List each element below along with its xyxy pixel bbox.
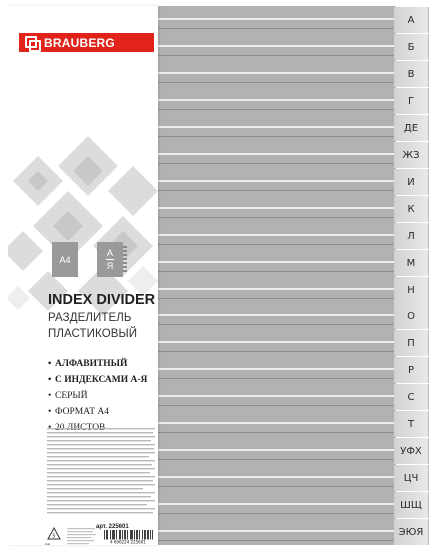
- sheet-edge-shadow: [158, 459, 396, 460]
- brand-logo: [19, 33, 154, 52]
- alphabet-start-label: А: [106, 248, 113, 258]
- barcode-bar: [112, 530, 113, 540]
- barcode-bar: [119, 530, 120, 540]
- sheet-edge-line: [158, 314, 396, 316]
- sheet-edge-shadow: [158, 163, 396, 164]
- barcode-bar: [116, 530, 117, 540]
- sheet-edge-shadow: [158, 405, 396, 406]
- alphabet-end-label: Я: [106, 261, 114, 271]
- sheet-edge-shadow: [158, 217, 396, 218]
- barcode-bar: [127, 530, 128, 540]
- sheet-edge-line: [158, 368, 396, 370]
- feature-item: • СЕРЫЙ: [48, 388, 147, 404]
- index-tab: Г: [394, 88, 429, 114]
- article-number: арт. 225601: [96, 524, 129, 530]
- index-tab: О: [394, 303, 429, 329]
- barcode-bar: [125, 530, 126, 540]
- barcode-bar: [114, 530, 115, 540]
- sheet-edge-line: [158, 18, 396, 20]
- index-tab: ЖЗ: [394, 142, 429, 168]
- sheet-edge-shadow: [158, 190, 396, 191]
- sheet-edge-line: [158, 288, 396, 290]
- sheet-edge-line: [158, 126, 396, 128]
- sheet-edge-line: [158, 422, 396, 424]
- barcode-bar: [110, 530, 111, 540]
- index-tab: ДЕ: [394, 115, 429, 141]
- index-tab: С: [394, 384, 429, 410]
- barcode-bar: [120, 530, 121, 540]
- barcode-bar: [132, 530, 133, 540]
- index-tab: П: [394, 330, 429, 356]
- barcode: [102, 530, 154, 544]
- sheet-edge-line: [158, 395, 396, 397]
- index-tab: ЦЧ: [394, 465, 429, 491]
- index-tab: Н: [394, 277, 429, 303]
- sheet-edge-shadow: [158, 28, 396, 29]
- index-tab: УФХ: [394, 438, 429, 464]
- sheet-edge-shadow: [158, 540, 396, 541]
- index-tab: В: [394, 61, 429, 87]
- feature-list: [48, 356, 147, 436]
- sheet-edge-line: [158, 180, 396, 182]
- format-a4-icon: [52, 242, 78, 277]
- alphabet-separator: [106, 259, 114, 260]
- barcode-bar: [152, 530, 153, 540]
- sheet-edge-line: [158, 207, 396, 209]
- sheet-edge-shadow: [158, 486, 396, 487]
- recycle-icon: [47, 527, 61, 541]
- sheet-edge-line: [158, 530, 396, 532]
- barcode-bar: [150, 530, 151, 540]
- barcode-number: 4 606224 225601: [110, 539, 146, 544]
- recycle-material: PP: [45, 542, 51, 545]
- index-tab: М: [394, 250, 429, 276]
- barcode-bar: [106, 530, 107, 540]
- sheet-edge-line: [158, 503, 396, 505]
- sheet-edge-shadow: [158, 298, 396, 299]
- barcode-bar: [104, 530, 105, 540]
- sheet-edge-line: [158, 261, 396, 263]
- sheet-edge-shadow: [158, 271, 396, 272]
- barcode-bar: [136, 530, 137, 540]
- sheet-edge-line: [158, 234, 396, 236]
- barcode-bar: [122, 530, 123, 540]
- sheet-edge-line: [158, 476, 396, 478]
- feature-item: • С ИНДЕКСАМИ А-Я: [48, 372, 147, 388]
- format-alphabet-icon: [97, 242, 123, 277]
- sheet-edge-line: [158, 153, 396, 155]
- fine-print-block: [47, 428, 156, 522]
- index-tab: Л: [394, 223, 429, 249]
- barcode-bar: [137, 530, 138, 540]
- format-size-label: A4: [59, 254, 71, 265]
- barcode-bar: [145, 530, 146, 540]
- sheet-edge-shadow: [158, 136, 396, 137]
- index-tab: Р: [394, 357, 429, 383]
- index-tabs: [394, 6, 430, 545]
- recycle-code: 5: [52, 533, 56, 540]
- barcode-bar: [130, 530, 131, 540]
- index-tab: ЭЮЯ: [394, 519, 429, 545]
- sheet-edge-shadow: [158, 109, 396, 110]
- sheet-edge-line: [158, 99, 396, 101]
- product-subtitle-line2: ПЛАСТИКОВЫЙ: [48, 328, 138, 340]
- sheet-edge-line: [158, 72, 396, 74]
- barcode-bar: [139, 530, 140, 540]
- barcode-bar: [134, 530, 135, 540]
- index-tab: Б: [394, 34, 429, 60]
- feature-item: • ФОРМАТ А4: [48, 404, 147, 420]
- feature-item: • АЛФАВИТНЫЙ: [48, 356, 147, 372]
- sheet-edge-shadow: [158, 513, 396, 514]
- barcode-bar: [144, 530, 145, 540]
- cover-sheet: [8, 6, 158, 545]
- product-subtitle-line1: РАЗДЕЛИТЕЛЬ: [48, 312, 132, 324]
- barcode-bar: [142, 530, 143, 540]
- sheet-edge-line: [158, 45, 396, 47]
- tab-edge-icon: [123, 246, 127, 274]
- brand-name: BRAUBERG: [44, 35, 115, 50]
- product-title: INDEX DIVIDER: [48, 292, 156, 308]
- gray-divider-sheets: [158, 6, 396, 545]
- barcode-bar: [148, 530, 149, 540]
- barcode-bar: [113, 530, 114, 540]
- sheet-edge-shadow: [158, 351, 396, 352]
- sheet-edge-shadow: [158, 378, 396, 379]
- sheet-edge-shadow: [158, 432, 396, 433]
- sheet-edge-shadow: [158, 82, 396, 83]
- sheet-edge-shadow: [158, 244, 396, 245]
- barcode-bar: [124, 530, 125, 540]
- barcode-bar: [147, 530, 148, 540]
- sheet-edge-line: [158, 449, 396, 451]
- index-tab: ШЩ: [394, 492, 429, 518]
- barcode-bar: [107, 530, 108, 540]
- sheet-edge-line: [158, 341, 396, 343]
- barcode-bar: [131, 530, 132, 540]
- manufacturer-fine-print: [67, 528, 97, 545]
- index-tab: Т: [394, 411, 429, 437]
- brand-mark-icon: [25, 36, 39, 50]
- sheet-edge-shadow: [158, 324, 396, 325]
- index-tab: А: [394, 7, 429, 33]
- index-tab: К: [394, 196, 429, 222]
- index-tab: И: [394, 169, 429, 195]
- sheet-edge-shadow: [158, 55, 396, 56]
